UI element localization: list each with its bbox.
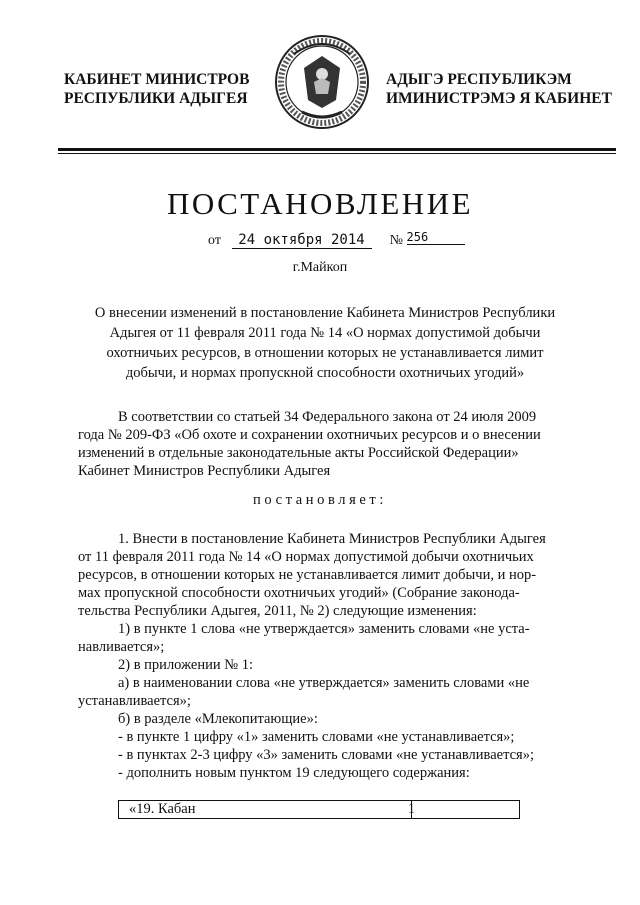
item-line: 1) в пункте 1 слова «не утверждается» заменить словами «не уста- <box>118 621 530 637</box>
table-cell-name: «19. Кабан <box>129 801 196 817</box>
preamble-text: В соответствии со статьей 34 Федерального закона от 24 июля 2009 <box>118 409 537 425</box>
item-line: тельства Республики Адыгея, 2011, № 2) следующие изменения: <box>78 603 477 619</box>
table-row <box>118 800 520 819</box>
header-left <box>64 70 264 108</box>
item-line: - дополнить новым пунктом 19 следующего содержания: <box>118 765 470 781</box>
item-line: - в пункте 1 цифру «1» заменить словами «не устанавливается»; <box>118 729 515 745</box>
document-subject <box>80 303 570 383</box>
preamble-line: года № 209-ФЗ «Об охоте и сохранении охотничьих ресурсов и о внесении <box>78 427 541 443</box>
header-right-line1: АДЫГЭ РЕСПУБЛИКЭМ <box>386 71 572 88</box>
city: г.Майкоп <box>292 260 348 275</box>
item-line: мах пропускной способности охотничьих угодий» (Собрание законода- <box>78 585 520 601</box>
subject-line: охотничьих ресурсов, в отношении которых не устанавливается лимит <box>106 345 544 361</box>
table-cell-value: 1 <box>407 801 415 817</box>
document-number: 256 <box>407 230 465 245</box>
header-right-line2: ИМИНИСТРЭМЭ Я КАБИНЕТ <box>386 90 612 107</box>
preamble-line: Кабинет Министров Республики Адыгея <box>78 463 331 479</box>
preamble-line <box>78 408 578 426</box>
header-right <box>386 70 626 108</box>
item-line: навливается»; <box>78 639 165 655</box>
item-1 <box>78 530 578 782</box>
number-prefix: № <box>389 233 403 248</box>
document-title: ПОСТАНОВЛЕНИЕ <box>166 186 474 221</box>
item-line: устанавливается»; <box>78 693 191 709</box>
item-line: от 11 февраля 2011 года № 14 «О нормах допустимой добычи охотничьих <box>78 549 534 565</box>
document-date: 24 октября 2014 <box>232 232 372 249</box>
date-number-line <box>208 230 465 249</box>
preamble-line: изменений в отдельные законодательные акты Российской Федерации» <box>78 445 519 461</box>
header-rule-thick <box>58 148 616 151</box>
coat-of-arms-emblem <box>274 30 370 134</box>
decree-word: постановляет: <box>253 492 387 508</box>
header-rule-thin <box>58 153 616 154</box>
subject-line: Адыгея от 11 февраля 2011 года № 14 «О нормах допустимой добычи <box>109 325 541 341</box>
date-prefix: от <box>208 233 221 248</box>
item-line: а) в наименовании слова «не утверждается» заменить словами «не <box>118 675 530 691</box>
header-left-line2: РЕСПУБЛИКИ АДЫГЕЯ <box>64 90 248 107</box>
subject-line: добычи, и нормах пропускной способности охотничьих угодий» <box>125 365 525 381</box>
item-line <box>78 530 578 548</box>
item-text: 1. Внести в постановление Кабинета Министров Республики Адыгея <box>118 531 546 547</box>
item-line: 2) в приложении № 1: <box>118 657 253 673</box>
header-left-line1: КАБИНЕТ МИНИСТРОВ <box>64 71 250 88</box>
item-line: б) в разделе «Млекопитающие»: <box>118 711 318 727</box>
item-line: ресурсов, в отношении которых не устанавливается лимит добычи, и нор- <box>78 567 537 583</box>
preamble <box>78 408 578 480</box>
item-line: - в пунктах 2-3 цифру «3» заменить словами «не устанавливается»; <box>118 747 534 763</box>
subject-line: О внесении изменений в постановление Кабинета Министров Республики <box>94 305 556 321</box>
